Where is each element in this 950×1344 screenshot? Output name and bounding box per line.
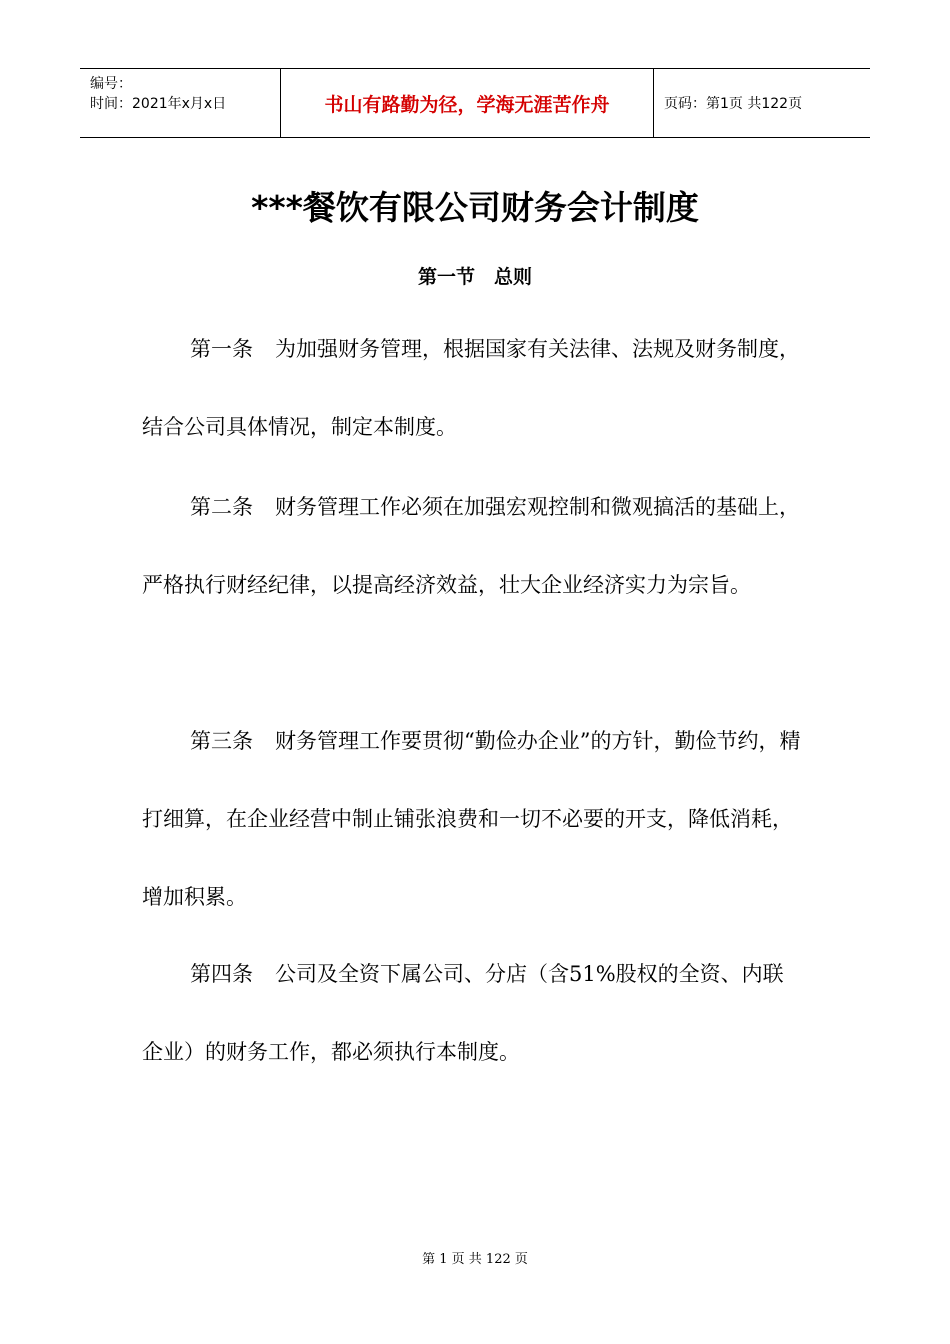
- article-3: [142, 702, 802, 936]
- article-label: 第二条: [190, 495, 253, 519]
- article-1: [142, 310, 802, 466]
- article-label: 第一条: [190, 337, 253, 361]
- header-meta-cell: [80, 69, 281, 137]
- page-header: [80, 68, 870, 138]
- section-title: 第一节 总则: [417, 266, 532, 288]
- page-footer: 第 1 页 共 122 页: [422, 1252, 528, 1267]
- article-text: 财务管理工作必须在加强宏观控制和微观搞活的基础上，严格执行财经纪律，以提高经济效益，壮大企业经济实力为宗旨。: [142, 495, 800, 597]
- article-text: 公司及全资下属公司、分店（含51%股权的全资、内联企业）的财务工作，都必须执行本制度。: [142, 962, 784, 1064]
- header-motto: 书山有路勤为径，学海无涯苦作舟: [281, 69, 654, 137]
- article-4: [142, 935, 802, 1091]
- number-label: 编号：: [90, 76, 132, 92]
- header-page-info: 页码：第1页 共122页: [664, 96, 803, 112]
- article-2: [142, 468, 802, 624]
- article-text: 财务管理工作要贯彻“勤俭办企业”的方针，勤俭节约，精打细算，在企业经营中制止铺张浪费和一切不必要的开支，降低消耗，增加积累。: [142, 729, 801, 909]
- document-title: ***餐饮有限公司财务会计制度: [251, 188, 699, 227]
- article-label: 第四条: [190, 962, 253, 986]
- time-label: 时间：2021年x月x日: [90, 96, 227, 112]
- article-label: 第三条: [190, 729, 253, 753]
- article-text: 为加强财务管理，根据国家有关法律、法规及财务制度，结合公司具体情况，制定本制度。: [142, 337, 800, 439]
